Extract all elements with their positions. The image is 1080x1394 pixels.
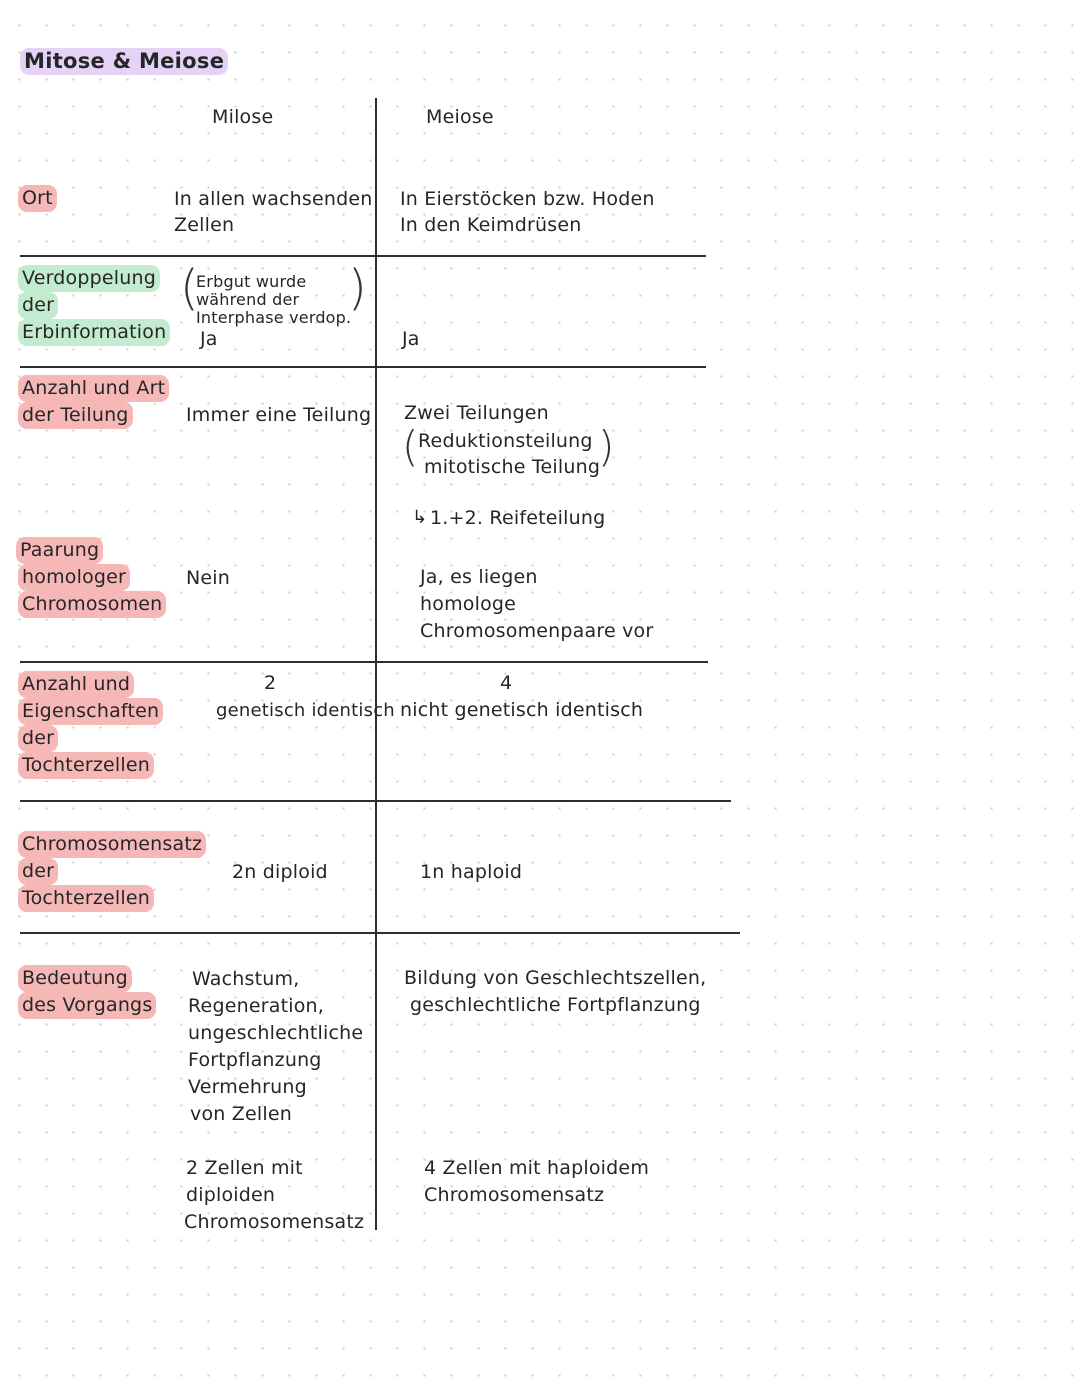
summary-mitose-line: 2 Zellen mit [186, 1157, 303, 1179]
row-label-verdopplung: der [18, 292, 58, 319]
row-label-tochterzellen: Eigenschaften [18, 698, 163, 725]
row-label-paarung: Chromosomen [18, 591, 166, 618]
verdopplung-mitose-note: Interphase verdop. [196, 308, 352, 327]
row-label-tochterzellen: Anzahl und [18, 671, 134, 698]
row-label-tochterzellen: Tochterzellen [18, 752, 154, 779]
bedeutung-meiose-line: Bildung von Geschlechtszellen, [404, 967, 707, 989]
paarung-mitose: Nein [186, 567, 231, 589]
tochterzellen-meiose: nicht genetisch identisch [400, 699, 644, 721]
bedeutung-mitose-line: ungeschlechtliche [188, 1022, 364, 1044]
row-label-paarung: Paarung [16, 537, 103, 564]
verdopplung-meiose: Ja [402, 328, 420, 350]
column-divider [375, 98, 377, 1230]
row-label-chromosomensatz: der [18, 858, 58, 885]
tochterzellen-meiose-count: 4 [500, 672, 513, 694]
row-label-teilung: der Teilung [18, 402, 133, 429]
bedeutung-mitose-line: Vermehrung [188, 1076, 307, 1098]
teilung-meiose-line: mitotische Teilung [424, 456, 601, 478]
ort-meiose-line: In den Keimdrüsen [400, 214, 582, 236]
summary-mitose-line: Chromosomensatz [184, 1211, 365, 1233]
bedeutung-mitose-line: von Zellen [190, 1103, 292, 1125]
column-header-meiose: Meiose [426, 106, 494, 128]
tochterzellen-mitose-count: 2 [264, 672, 277, 694]
row-label-ort: Ort [18, 185, 57, 212]
summary-meiose-line: Chromosomensatz [424, 1184, 605, 1206]
row-label-paarung: homologer [18, 564, 130, 591]
row-divider [20, 255, 706, 257]
row-label-bedeutung: Bedeutung [18, 965, 132, 992]
row-label-chromosomensatz: Tochterzellen [18, 885, 154, 912]
row-divider [20, 932, 740, 934]
row-label-verdopplung: Erbinformation [18, 319, 170, 346]
teilung-meiose-line: 1.+2. Reifeteilung [430, 507, 606, 529]
row-label-teilung: Anzahl und Art [18, 375, 169, 402]
summary-mitose-line: diploiden [186, 1184, 276, 1206]
ort-mitose-line: Zellen [174, 214, 235, 236]
verdopplung-mitose-note: während der [196, 290, 300, 309]
close-paren: ) [598, 422, 615, 471]
row-label-tochterzellen: der [18, 725, 58, 752]
row-divider [20, 366, 706, 368]
tochterzellen-mitose: genetisch identisch [216, 700, 395, 721]
verdopplung-mitose: Ja [200, 328, 218, 350]
paarung-meiose-line: homologe [420, 593, 517, 615]
row-divider [20, 800, 731, 802]
bedeutung-mitose-line: Wachstum, [192, 968, 300, 990]
open-paren: ( [180, 260, 199, 316]
ort-meiose-line: In Eierstöcken bzw. Hoden [400, 188, 655, 210]
open-paren: ( [402, 422, 419, 471]
row-label-chromosomensatz: Chromosomensatz [18, 831, 206, 858]
bedeutung-mitose-line: Regeneration, [188, 995, 325, 1017]
teilung-meiose-line: Zwei Teilungen [404, 402, 549, 424]
verdopplung-mitose-note: Erbgut wurde [196, 272, 307, 291]
row-divider [20, 661, 708, 663]
row-label-bedeutung: des Vorgangs [18, 992, 156, 1019]
row-label-verdopplung: Verdoppelung [18, 265, 160, 292]
ort-mitose-line: In allen wachsenden [174, 188, 373, 210]
teilung-mitose: Immer eine Teilung [186, 404, 372, 426]
teilung-meiose-line: Reduktionsteilung [418, 430, 593, 452]
summary-meiose-line: 4 Zellen mit haploidem [424, 1157, 650, 1179]
bedeutung-meiose-line: geschlechtliche Fortpflanzung [410, 994, 701, 1016]
page-title: Mitose & Meiose [20, 48, 228, 75]
chromosomensatz-meiose: 1n haploid [420, 861, 523, 883]
column-header-mitose: Milose [212, 106, 274, 128]
paarung-meiose-line: Chromosomenpaare vor [420, 620, 654, 642]
close-paren: ) [348, 260, 367, 316]
paarung-meiose-line: Ja, es liegen [420, 566, 538, 588]
bedeutung-mitose-line: Fortpflanzung [188, 1049, 322, 1071]
chromosomensatz-mitose: 2n diploid [232, 861, 328, 883]
arrow-icon: ↳ [412, 507, 428, 528]
